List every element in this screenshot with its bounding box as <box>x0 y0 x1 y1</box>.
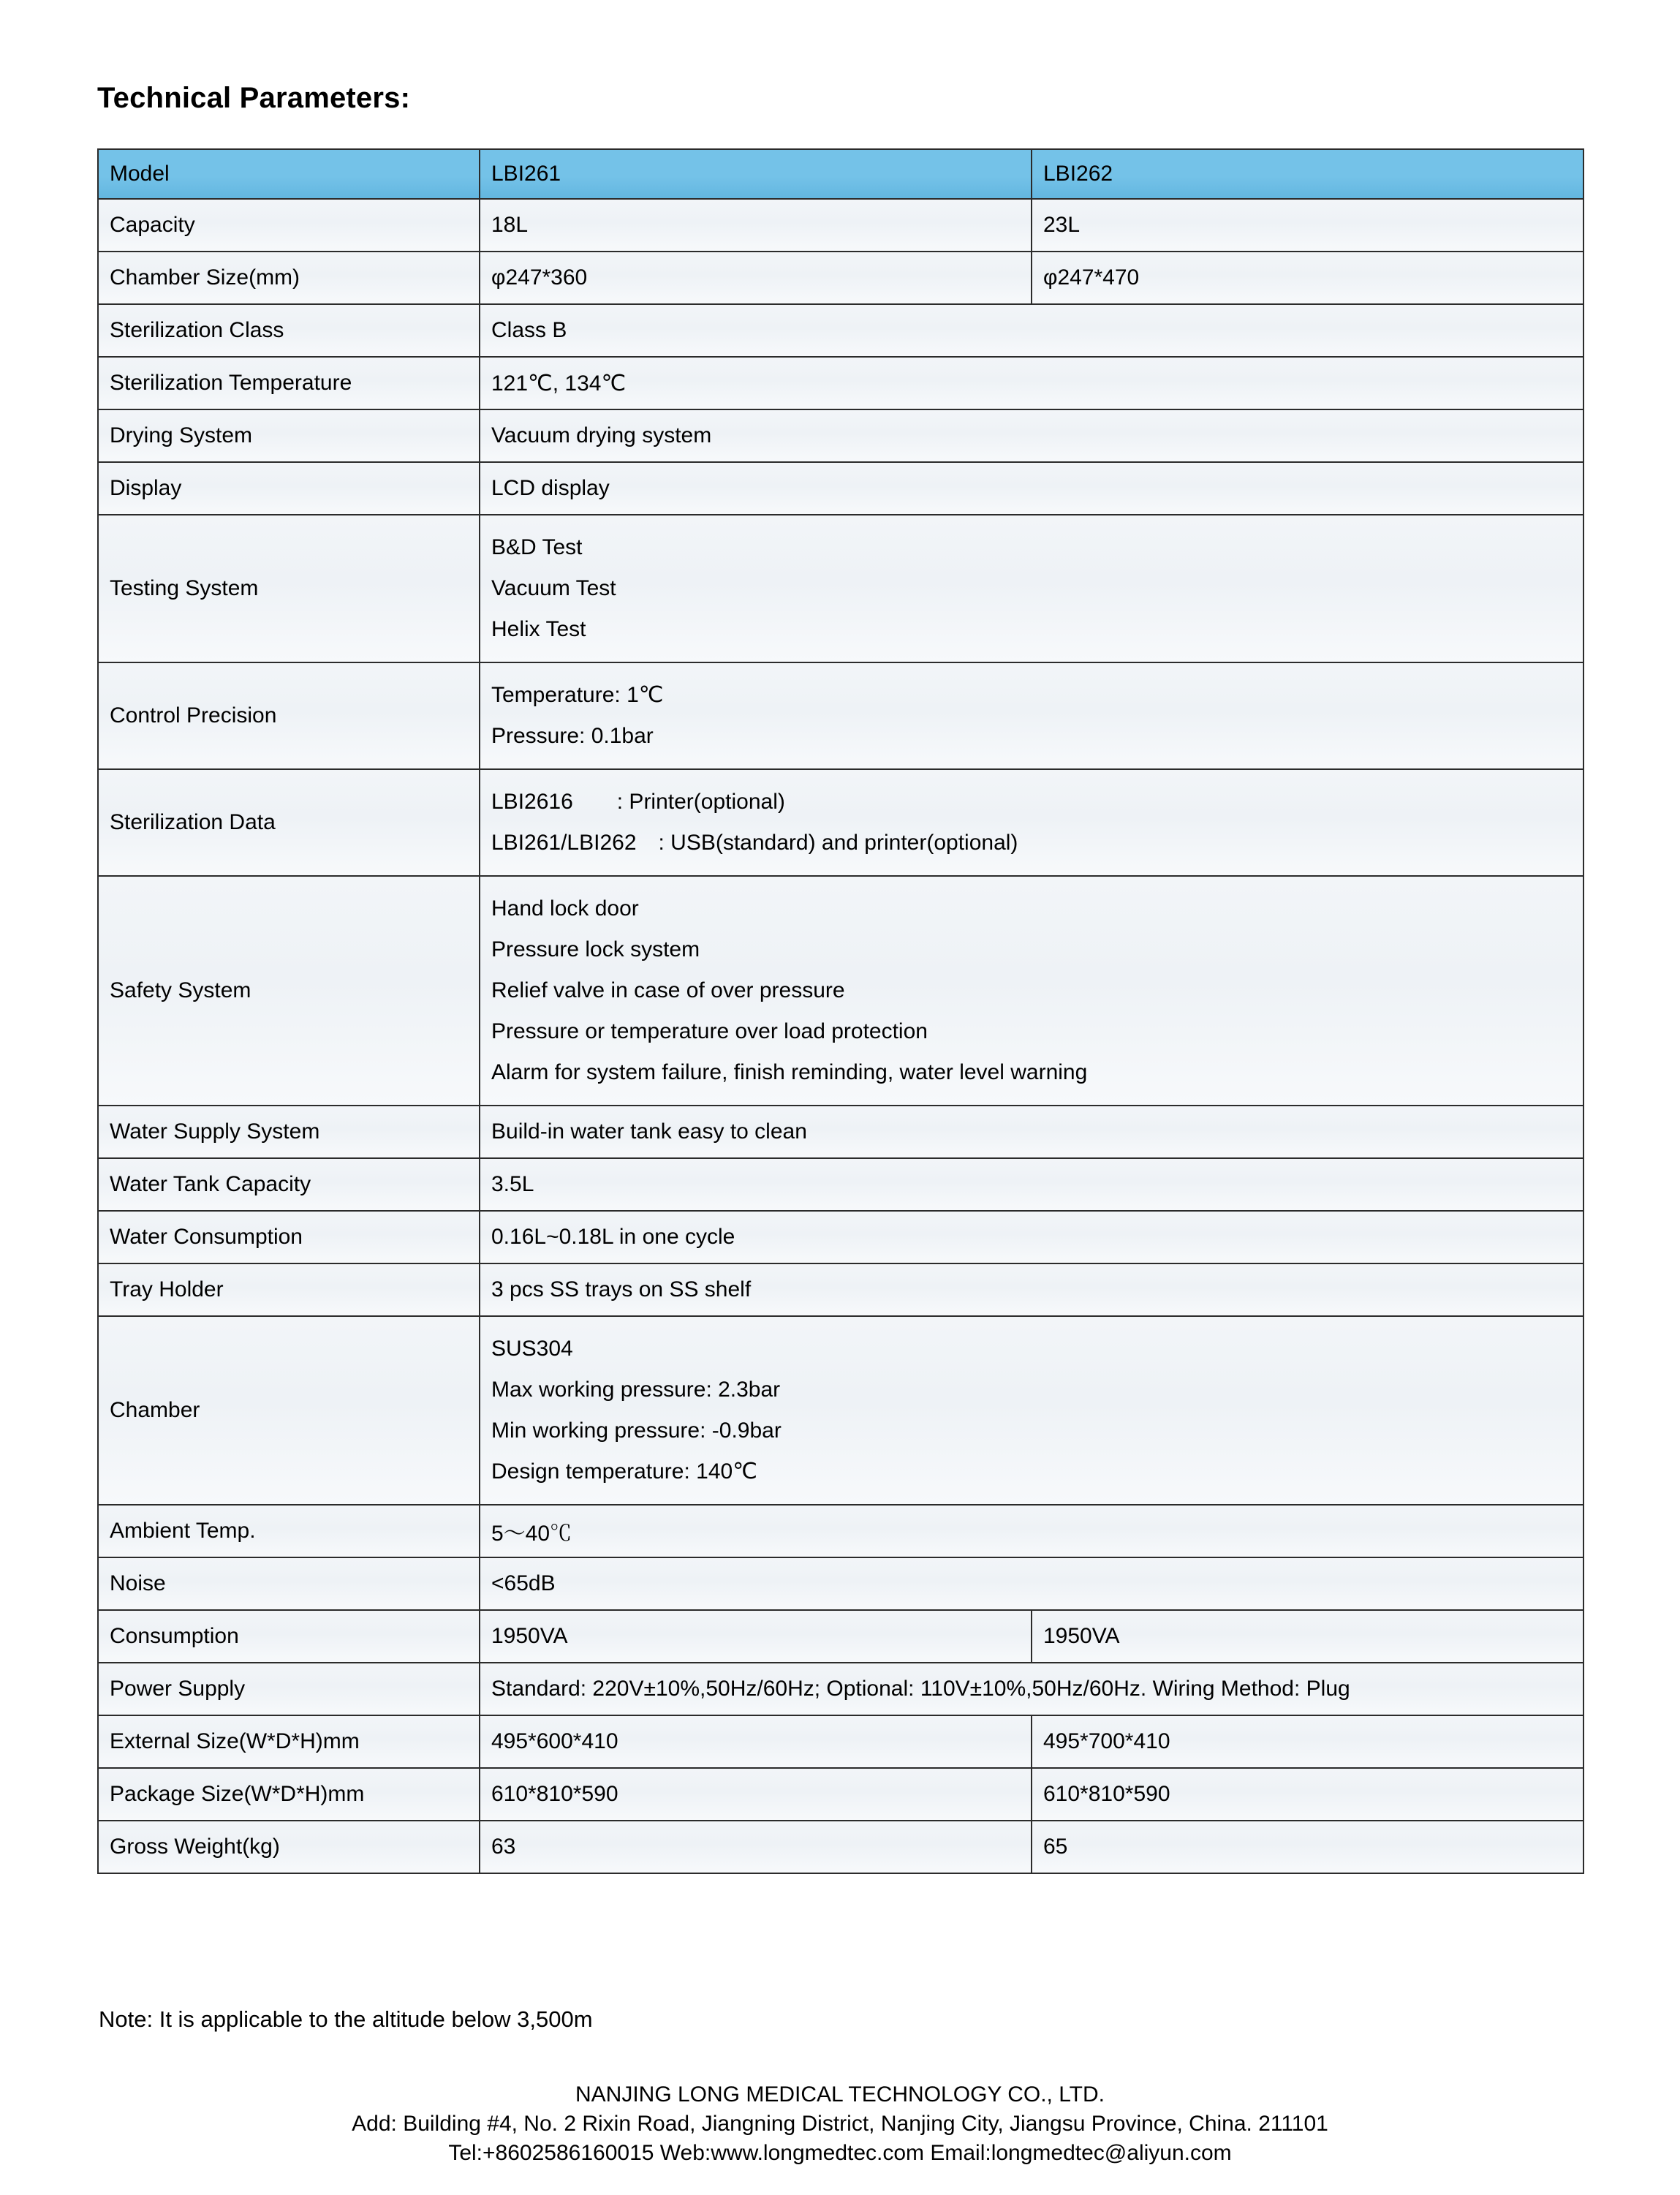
table-row <box>98 1610 1583 1663</box>
altitude-note: Note: It is applicable to the altitude below 3,500m <box>99 2006 593 2032</box>
table-row <box>98 1106 1583 1158</box>
row-label: Noise <box>98 1557 480 1610</box>
row-value: 3.5L <box>480 1158 1583 1211</box>
header-cell-lbi262: LBI262 <box>1032 149 1583 199</box>
row-value-lbi262: 65 <box>1032 1821 1583 1873</box>
row-label: Testing System <box>98 515 480 662</box>
value-line-group <box>491 515 1572 662</box>
row-value: <65dB <box>480 1557 1583 1610</box>
row-label: Water Supply System <box>98 1106 480 1158</box>
value-line: Design temperature: 140℃ <box>491 1459 757 1484</box>
header-cell-model: Model <box>98 149 480 199</box>
row-value: Build-in water tank easy to clean <box>480 1106 1583 1158</box>
row-label: Ambient Temp. <box>98 1505 480 1557</box>
row-value: Standard: 220V±10%,50Hz/60Hz; Optional: 110V±10%,50Hz/60Hz. Wiring Method: Plug <box>480 1663 1583 1715</box>
row-label: Chamber <box>98 1316 480 1505</box>
row-label: Sterilization Data <box>98 769 480 876</box>
row-label: Tray Holder <box>98 1263 480 1316</box>
row-value-lbi262: 23L <box>1032 199 1583 252</box>
table-row <box>98 1158 1583 1211</box>
value-line: Temperature: 1℃ <box>491 683 664 707</box>
row-label: Package Size(W*D*H)mm <box>98 1768 480 1821</box>
row-value-lbi262: φ247*470 <box>1032 252 1583 304</box>
table-row <box>98 769 1583 876</box>
row-label: Chamber Size(mm) <box>98 252 480 304</box>
footer-contact: Tel:+8602586160015 Web:www.longmedtec.com Email:longmedtec@aliyun.com <box>448 2140 1232 2165</box>
value-line: SUS304 <box>491 1337 573 1361</box>
row-label: Sterilization Temperature <box>98 357 480 409</box>
table-row <box>98 1715 1583 1768</box>
table-row <box>98 1316 1583 1505</box>
row-value-lbi262: 1950VA <box>1032 1610 1583 1663</box>
row-label: Safety System <box>98 876 480 1106</box>
value-line: Max working pressure: 2.3bar <box>491 1378 781 1402</box>
value-line-group <box>491 877 1572 1105</box>
table-row <box>98 1263 1583 1316</box>
value-line: Pressure: 0.1bar <box>491 724 654 748</box>
row-value-lbi261: φ247*360 <box>480 252 1032 304</box>
row-label: Sterilization Class <box>98 304 480 357</box>
row-value-lbi261: 63 <box>480 1821 1032 1873</box>
row-label: Water Tank Capacity <box>98 1158 480 1211</box>
value-line: Vacuum Test <box>491 576 616 600</box>
value-line-group <box>491 663 1572 768</box>
row-value-lbi261: 18L <box>480 199 1032 252</box>
value-line: Min working pressure: -0.9bar <box>491 1418 782 1443</box>
row-value: 3 pcs SS trays on SS shelf <box>480 1263 1583 1316</box>
table-row <box>98 357 1583 409</box>
footer-address: Add: Building #4, No. 2 Rixin Road, Jiangning District, Nanjing City, Jiangsu Province, China. 211101 <box>352 2111 1328 2136</box>
row-value-lbi261: 1950VA <box>480 1610 1032 1663</box>
table-body <box>98 199 1583 1873</box>
row-label: Consumption <box>98 1610 480 1663</box>
value-line-group <box>491 770 1572 875</box>
page-title: Technical Parameters: <box>97 82 411 114</box>
table-row <box>98 1821 1583 1873</box>
table-row <box>98 252 1583 304</box>
table-row <box>98 462 1583 515</box>
technical-parameters-table <box>97 148 1584 1874</box>
value-line: Hand lock door <box>491 896 639 921</box>
table-row <box>98 515 1583 662</box>
row-label: Gross Weight(kg) <box>98 1821 480 1873</box>
table-row <box>98 876 1583 1106</box>
row-value <box>480 515 1583 662</box>
table-row <box>98 304 1583 357</box>
value-line: LBI2616 : Printer(optional) <box>491 790 785 814</box>
row-value: 121℃, 134℃ <box>480 357 1583 409</box>
row-label: Power Supply <box>98 1663 480 1715</box>
row-value <box>480 876 1583 1106</box>
row-value <box>480 1316 1583 1505</box>
value-line: Pressure lock system <box>491 937 700 962</box>
row-value: LCD display <box>480 462 1583 515</box>
header-cell-lbi261: LBI261 <box>480 149 1032 199</box>
table-row <box>98 1768 1583 1821</box>
table-row <box>98 409 1583 462</box>
value-line-group <box>491 1317 1572 1504</box>
row-label: Drying System <box>98 409 480 462</box>
row-label: Display <box>98 462 480 515</box>
row-value: 0.16L~0.18L in one cycle <box>480 1211 1583 1263</box>
row-label: Capacity <box>98 199 480 252</box>
table-row <box>98 1557 1583 1610</box>
value-line: Pressure or temperature over load protection <box>491 1019 928 1043</box>
row-value-lbi261: 610*810*590 <box>480 1768 1032 1821</box>
table-row <box>98 199 1583 252</box>
row-value-lbi261: 495*600*410 <box>480 1715 1032 1768</box>
value-line: Relief valve in case of over pressure <box>491 978 845 1002</box>
value-line: Helix Test <box>491 617 586 641</box>
page-footer <box>0 2080 1680 2168</box>
table-row <box>98 1505 1583 1557</box>
row-value: 5～40℃ <box>480 1505 1583 1557</box>
value-line: Alarm for system failure, finish reminding, water level warning <box>491 1060 1088 1084</box>
value-line: LBI261/LBI262 : USB(standard) and printer(optional) <box>491 831 1018 855</box>
row-label: Water Consumption <box>98 1211 480 1263</box>
row-value <box>480 769 1583 876</box>
row-value-lbi262: 610*810*590 <box>1032 1768 1583 1821</box>
row-label: Control Precision <box>98 662 480 769</box>
value-line: B&D Test <box>491 535 583 559</box>
table-row <box>98 1211 1583 1263</box>
row-value: Class B <box>480 304 1583 357</box>
table-header-row <box>98 149 1583 199</box>
table-row <box>98 1663 1583 1715</box>
row-value: Vacuum drying system <box>480 409 1583 462</box>
table-row <box>98 662 1583 769</box>
row-label: External Size(W*D*H)mm <box>98 1715 480 1768</box>
footer-company: NANJING LONG MEDICAL TECHNOLOGY CO., LTD. <box>575 2082 1105 2107</box>
row-value-lbi262: 495*700*410 <box>1032 1715 1583 1768</box>
row-value <box>480 662 1583 769</box>
